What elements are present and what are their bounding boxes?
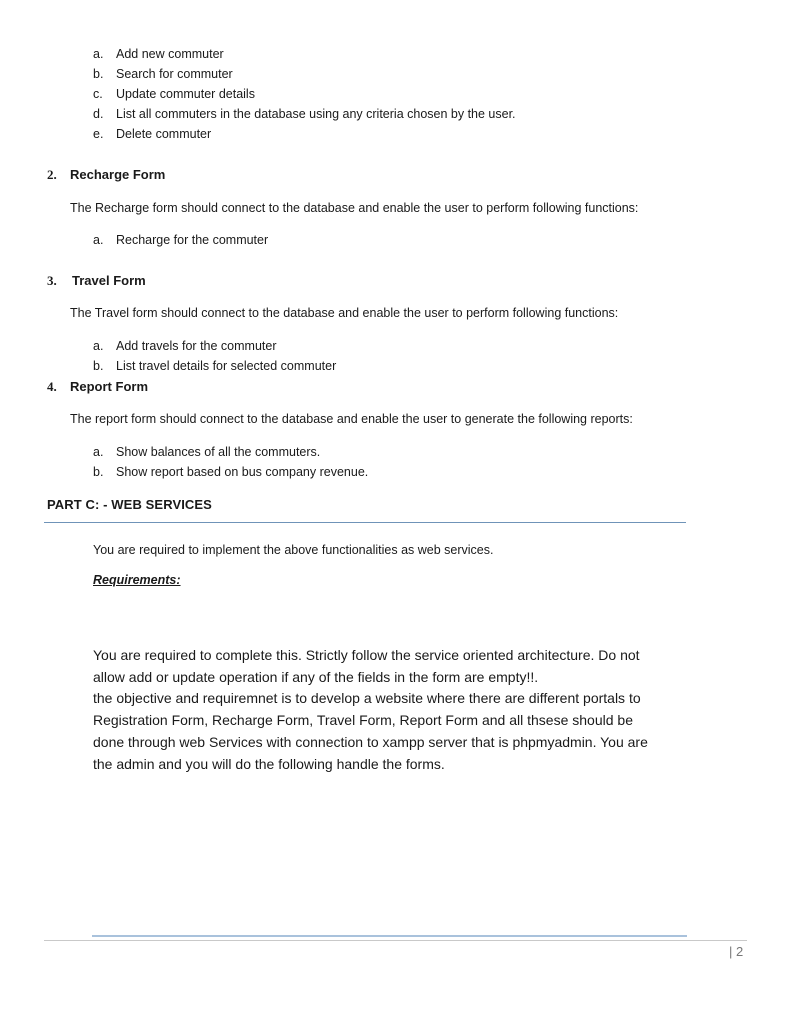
section-number: 3. [47,273,57,288]
list-item: Delete commuter [116,127,212,141]
footer-divider [44,940,747,941]
list-item: Search for commuter [116,67,233,81]
body-line: the admin and you will do the following handle the forms. [93,756,445,772]
list-item: Recharge for the commuter [116,233,269,247]
list-marker: a. [93,47,104,61]
list-marker: d. [93,107,104,121]
heading-divider [44,522,686,523]
body-line: allow add or update operation if any of the fields in the form are empty!!. [93,669,539,685]
body-line: Registration Form, Recharge Form, Travel Form, Report Form and all thsese should be [93,712,633,728]
section-intro: The report form should connect to the database and enable the user to generate the following reports: [70,412,633,426]
part-c-heading: PART C: - WEB SERVICES [47,497,212,512]
list-marker: e. [93,127,104,141]
list-item: List travel details for selected commuter [116,359,337,373]
section-intro: The Travel form should connect to the database and enable the user to perform following functions: [70,306,619,320]
list-marker: a. [93,339,104,353]
page-number: | 2 [729,944,744,959]
section-number: 2. [47,167,57,182]
list-marker: a. [93,233,104,247]
body-line: You are required to complete this. Strictly follow the service oriented architecture. Do not [93,647,640,663]
list-item: List all commuters in the database using any criteria chosen by the user. [116,107,516,121]
section-title: Travel Form [72,273,146,288]
section-title: Recharge Form [70,167,166,182]
list-item: Add travels for the commuter [116,339,277,353]
list-marker: b. [93,465,104,479]
requirements-label: Requirements: [93,573,181,587]
body-line: the objective and requiremnet is to develop a website where there are different portals to [93,690,641,706]
list-item: Show balances of all the commuters. [116,445,321,459]
part-c-intro: You are required to implement the above functionalities as web services. [93,543,494,557]
list-marker: a. [93,445,104,459]
list-marker: b. [93,67,104,81]
list-item: Add new commuter [116,47,224,61]
section-number: 4. [47,379,57,394]
list-item: Show report based on bus company revenue. [116,465,369,479]
footer-accent-rule [92,935,687,937]
list-marker: c. [93,87,103,101]
section-title: Report Form [70,379,148,394]
body-line: done through web Services with connection to xampp server that is phpmyadmin. You are [93,734,648,750]
list-marker: b. [93,359,104,373]
list-item: Update commuter details [116,87,255,101]
section-intro: The Recharge form should connect to the database and enable the user to perform following functions: [70,201,639,215]
